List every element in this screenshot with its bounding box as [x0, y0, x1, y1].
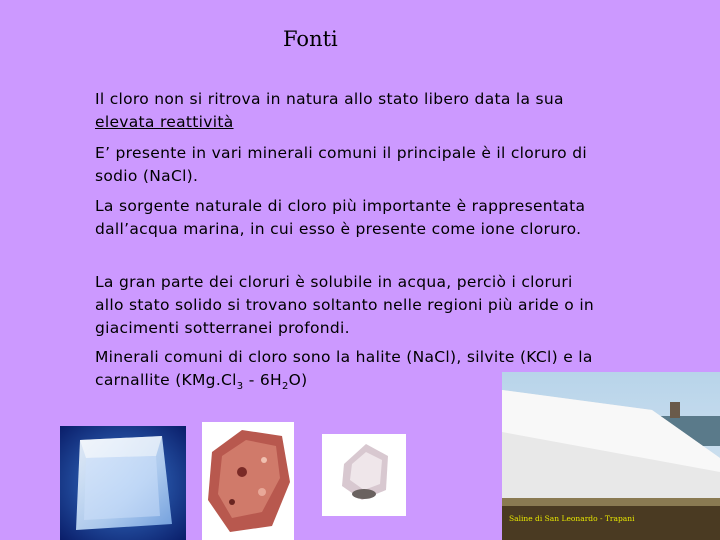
- formula-end: O): [288, 371, 308, 389]
- paragraph-minerals: E’ presente in vari minerali comuni il principale è il cloruro di sodio (NaCl).: [95, 144, 587, 185]
- paragraph-solubility: La gran parte dei cloruri è solubile in acqua, perciò i cloruri allo stato solido si trovano soltanto nelle regioni più aride o in giacimenti sotterranei profondi.: [95, 273, 595, 337]
- formula-text: Minerali comuni di cloro sono la halite (NaCl), silvite (KCl) e la carnallite (KMg.Cl: [95, 348, 593, 389]
- photo-caption: Saline di San Leonardo - Trapani: [509, 514, 635, 523]
- underlined-phrase: elevata reattività: [95, 113, 234, 131]
- halite-crystal-photo: [60, 426, 186, 540]
- formula-subscript-3: 3: [236, 381, 244, 393]
- paragraph-reactivity: [95, 88, 605, 134]
- formula-mid: - 6H: [243, 371, 282, 389]
- paragraph-sea-water: La sorgente naturale di cloro più importante è rappresentata dall’acqua marina, in cui esso è presente come ione cloruro.: [95, 197, 586, 238]
- paragraph-reactivity-text: Il cloro non si ritrova in natura allo stato libero data la sua: [95, 90, 564, 108]
- clear-crystal-image: [322, 434, 406, 516]
- pink-salt-rock-photo: [202, 422, 294, 540]
- halite-crystal-image: [60, 426, 186, 540]
- slide-title: Fonti: [283, 27, 338, 51]
- pink-salt-rock-image: [202, 422, 294, 540]
- clear-crystal-photo: [322, 434, 406, 516]
- formula-subscript-2: 2: [281, 381, 289, 393]
